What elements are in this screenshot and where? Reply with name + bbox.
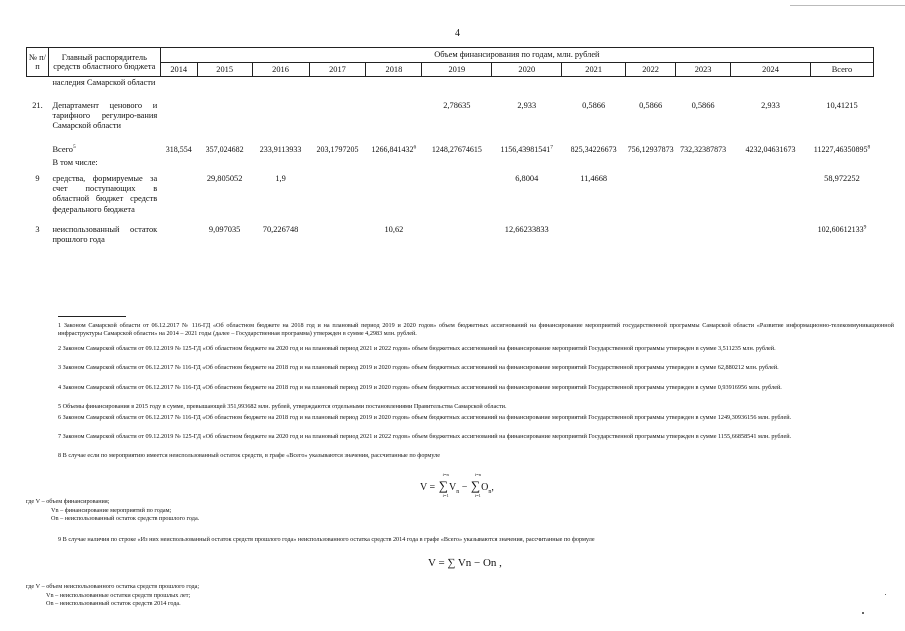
year-header: 2021 — [562, 62, 626, 77]
row-name: В том числе: — [52, 157, 98, 167]
cell: 11227,46350895$^8$ — [813, 144, 871, 155]
cell — [422, 224, 492, 247]
cell: 0,5866 — [639, 100, 663, 110]
footnote-8: 8 В случае если по мероприятию имеется неиспользованный остаток средств, в графе «Всего» указываются значения, рассчитанные по формуле — [58, 452, 440, 459]
header-distributor: Главный распорядитель средств областного бюджета — [48, 48, 160, 77]
footnote-6: 6 Законом Самарской области от 06.12.2017 № 116-ГД «Об областном бюджете на 2018 год и на плановый период 2019 и 2020 годов» объем бюджетных ассигнований на финансирование мероприятий Государственной программы утвержден в сумме 1249,30936156 млн. рублей. — [58, 414, 792, 421]
cell — [160, 224, 197, 247]
total-header: Всего — [810, 62, 873, 77]
cell — [562, 224, 626, 247]
footnote-ref: 9 — [863, 224, 867, 231]
cell — [366, 100, 422, 133]
formula-2-legend: где V – объем неиспользованного остатка средств прошлого года; Vn – неиспользованные остатки средств прошлых лет; On – неиспользованный остаток средств 2014 года. — [26, 583, 200, 608]
cell: 6,8004 — [515, 173, 539, 183]
cell — [160, 173, 197, 216]
cell — [676, 224, 731, 247]
cell: 4232,04631673 — [745, 145, 796, 155]
year-header: 2015 — [197, 62, 252, 77]
year-header: 2019 — [422, 62, 492, 77]
cell — [422, 173, 492, 216]
table-row-total — [27, 144, 874, 156]
cell: 825,34226673 — [570, 145, 617, 155]
cell: 102,60612133$^9$ — [817, 224, 867, 234]
year-header: 2017 — [309, 62, 366, 77]
footnote-7: 7 Законом Самарской области от 09.12.2019 № 125-ГД «Об областном бюджете на 2020 год и на плановый период 2021 и 2022 годов» объем бюджетных ассигнований на финансирование мероприятий Государственной программы утвержден в сумме 1155,66858541 млн. рублей. — [58, 433, 792, 440]
cell: 1,9 — [275, 173, 286, 183]
year-header: 2023 — [676, 62, 731, 77]
table-row-21 — [27, 100, 874, 133]
table-row-including — [27, 157, 874, 169]
cell: 9,097035 — [208, 224, 241, 234]
footnote-ref: 8 — [867, 144, 871, 151]
footnote-separator — [58, 316, 126, 317]
sum-symbol: ∑ i=n i=1 — [438, 472, 449, 498]
cell: 2,933 — [517, 100, 537, 110]
cell — [676, 173, 731, 216]
formula-2: V = ∑ Vn − On , — [428, 557, 502, 569]
scan-dot — [862, 612, 864, 614]
cell: 12,66233833 — [504, 224, 549, 234]
footnote-5: 5 Объемы финансирования в 2015 году в сумме, превышающей 351,993682 млн. рублей, утверждаются отдельными постановлениями Правительства Самарской области. — [58, 403, 507, 410]
year-header: 2020 — [492, 62, 562, 77]
row-number: 21. — [32, 100, 43, 110]
row-name: Департамент ценового и тарифного регулиро-вания Самарской области — [52, 100, 158, 131]
cell — [731, 173, 811, 216]
cell: 0,5866 — [691, 100, 715, 110]
cell: 0,5866 — [582, 100, 606, 110]
footnote-1: 1 Законом Самарской области от 06.12.2017 № 116-ГД «Об областном бюджете на 2018 год и на плановый период 2019 и 2020 годов» объем бюджетных ассигнований на финансирование мероприятий государственной программы Самарской области «Развитие информационно-телекоммуникационной инфраструктуры Самарской области» на 2014 – 2021 годы (далее – Государственная программа) утвержден в сумме 4,2983 млн. рублей. — [58, 322, 894, 337]
cell: 357,024682 — [205, 145, 244, 155]
table-row-remainder — [27, 224, 874, 247]
cell — [309, 224, 366, 247]
year-header: 2014 — [160, 62, 197, 77]
table-row-federal — [27, 173, 874, 216]
header-financing: Объем финансирования по годам, млн. рублей — [160, 48, 873, 63]
year-header: 2016 — [252, 62, 309, 77]
cell: 10,62 — [384, 224, 404, 234]
row-number: 9 — [35, 173, 40, 183]
row-name: наследия Самарской области — [52, 78, 156, 88]
cell: 29,805052 — [206, 173, 243, 183]
cell — [626, 173, 676, 216]
footnote-ref: 6 — [413, 144, 417, 151]
cell: 233,9113933 — [259, 145, 302, 155]
cell: 203,1797205 — [316, 145, 359, 155]
cell: 756,12937873 — [627, 145, 674, 155]
cell: 70,226748 — [262, 224, 299, 234]
total-label: Всего — [52, 145, 73, 155]
footnote-4: 4 Законом Самарской области от 06.12.2017 № 116-ГД «Об областном бюджете на 2018 год и на плановый период 2019 и 2020 годов» объем бюджетных ассигнований на финансирование мероприятий Государственной программы утвержден в сумме 0,93916956 млн. рублей. — [58, 384, 782, 391]
cell: 1156,43981541$^7$ — [500, 144, 553, 155]
cell — [252, 100, 309, 133]
row-number: 3 — [35, 224, 40, 234]
cell — [309, 100, 366, 133]
cell: 1248,27674615 — [431, 145, 482, 155]
year-header: 2022 — [626, 62, 676, 77]
table-row-continued — [27, 77, 874, 90]
financing-table — [26, 47, 874, 246]
footnote-2: 2 Законом Самарской области от 09.12.2019 № 125-ГД «Об областном бюджете на 2020 год и на плановый период 2021 и 2022 годов» объем бюджетных ассигнований на финансирование мероприятий Государственной программы утвержден в сумме 3,511235 млн. рублей. — [58, 345, 776, 352]
footnote-ref: 7 — [550, 144, 553, 151]
cell: 732,32387873 — [680, 145, 727, 155]
cell: 2,78635 — [443, 100, 471, 110]
year-header: 2018 — [366, 62, 422, 77]
row-name — [48, 144, 160, 156]
formula-1: V = ∑ i=n i=1 $V_n$ − ∑ i=n i=1 $O_n$, — [420, 472, 494, 498]
footnote-9: 9 В случае наличия по строке «Из них неиспользованный остаток средств прошлого года» неиспользованного остатка средств 2014 года в графе «Всего» указываются значения, рассчитанные по формуле — [58, 536, 595, 543]
cell — [160, 100, 197, 133]
cell: 11,4668 — [580, 173, 608, 183]
cell: 10,41215 — [826, 100, 858, 110]
page-number: 4 — [455, 28, 460, 39]
cell — [309, 173, 366, 216]
cell — [366, 173, 422, 216]
cell — [731, 224, 811, 247]
row-name: средства, формируемые за счет поступающих в областной бюджет средств федерального бюджета — [52, 173, 158, 214]
year-header: 2024 — [731, 62, 811, 77]
sum-symbol: ∑ i=n i=1 — [470, 472, 481, 498]
cell: 2,933 — [761, 100, 780, 110]
cell — [197, 100, 252, 133]
cell: 1266,841432$^6$ — [371, 144, 417, 155]
row-name: неиспользованный остаток прошлого года — [52, 224, 158, 245]
cell: 58,972252 — [824, 173, 860, 183]
scan-dot — [885, 594, 886, 595]
cell: 318,554 — [165, 145, 192, 155]
footnote-ref: 5 — [73, 144, 76, 151]
footnote-3: 3 Законом Самарской области от 06.12.2017 № 116-ГД «Об областном бюджете на 2018 год и на плановый период 2019 и 2020 годов» объем бюджетных ассигнований на финансирование мероприятий Государственной программы утвержден в сумме 62,880212 млн. рублей. — [58, 364, 779, 371]
cell — [626, 224, 676, 247]
corner-mark — [790, 0, 905, 6]
header-number: № п/п — [27, 48, 49, 77]
formula-1-legend: где V – объем финансирования; Vn – финансирование мероприятий по годам; On – неиспользованный остаток средств прошлого года. — [26, 498, 200, 523]
